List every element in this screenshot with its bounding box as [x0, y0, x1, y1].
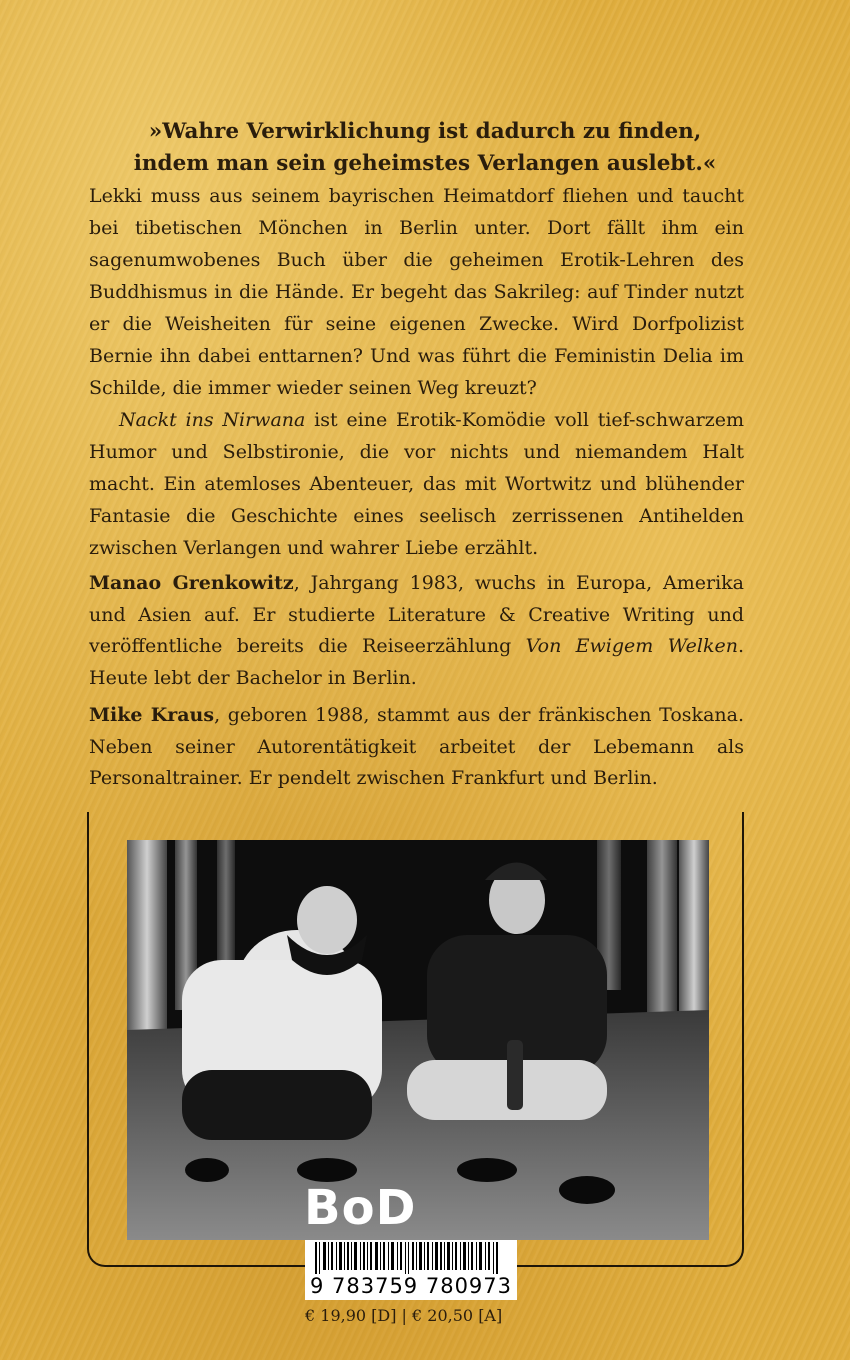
publisher-logo: BoD: [304, 1180, 417, 1236]
author-name-mike: Mike Kraus: [89, 704, 215, 726]
blurb-paragraph-1: Lekki muss aus seinem bayrischen Heimatdorf fliehen und taucht bei tibetischen Mönchen in Berlin unter. Dort fällt ihm ein sagenumwobenes Buch über die geheimen Erotik-Lehren des Buddhismus in die Hände. Er begeht das Sakrileg: auf Tinder nutzt er die Weisheiten für seine eigenen Zwecke. Wird Dorfpolizist Bernie ihn dabei enttarnen? Und was führt die Feministin Delia im Schilde, die immer wieder seinen Weg kreuzt?: [89, 185, 744, 399]
barcode-bars: [305, 1240, 517, 1274]
price-label: € 19,90 [D] | € 20,50 [A]: [305, 1306, 503, 1325]
author-name-manao: Manao Grenkowitz: [89, 572, 294, 594]
author-bio-manao: [89, 568, 744, 694]
isbn-number: 9 783759 780973: [309, 1274, 513, 1298]
authors-photo: [127, 840, 709, 1240]
isbn-barcode: [305, 1240, 517, 1300]
photo-illustration: [127, 840, 709, 1240]
author-bio-mike: [89, 700, 744, 795]
book-title: Nackt ins Nirwana: [119, 409, 306, 431]
bio-manao-book-title: Von Ewigem Welken: [525, 635, 738, 657]
bio-mike-text: , geboren 1988, stammt aus der fränkischen Toskana. Neben seiner Autorentätigkeit arbeitet der Lebemann als Personaltrainer. Er pendelt zwischen Frankfurt und Berlin.: [89, 704, 744, 789]
bio-manao-text-b: . Heute lebt der Bachelor in Berlin.: [89, 635, 744, 689]
blurb-paragraph-2-text: ist eine Erotik-Komödie voll tief-schwarzem Humor und Selbstironie, die vor nichts und niemandem Halt macht. Ein atemloses Abenteuer, das mit Wortwitz und blühender Fantasie die Geschichte eines seelisch zerrissenen Antihelden zwischen Verlangen und wahrer Liebe erzählt.: [89, 409, 744, 559]
blurb-paragraph-2: [89, 404, 744, 564]
book-blurb: [89, 180, 744, 564]
quote-line-2: indem man sein geheimstes Verlangen auslebt.«: [133, 151, 717, 176]
quote-line-1: »Wahre Verwirklichung ist dadurch zu finden,: [148, 119, 702, 144]
tagline-quote: [100, 116, 750, 180]
bio-manao-text-a: , Jahrgang 1983, wuchs in Europa, Amerika und Asien auf. Er studierte Literature & Creative Writing und veröffentliche bereits die Reiseerzählung: [89, 572, 745, 657]
